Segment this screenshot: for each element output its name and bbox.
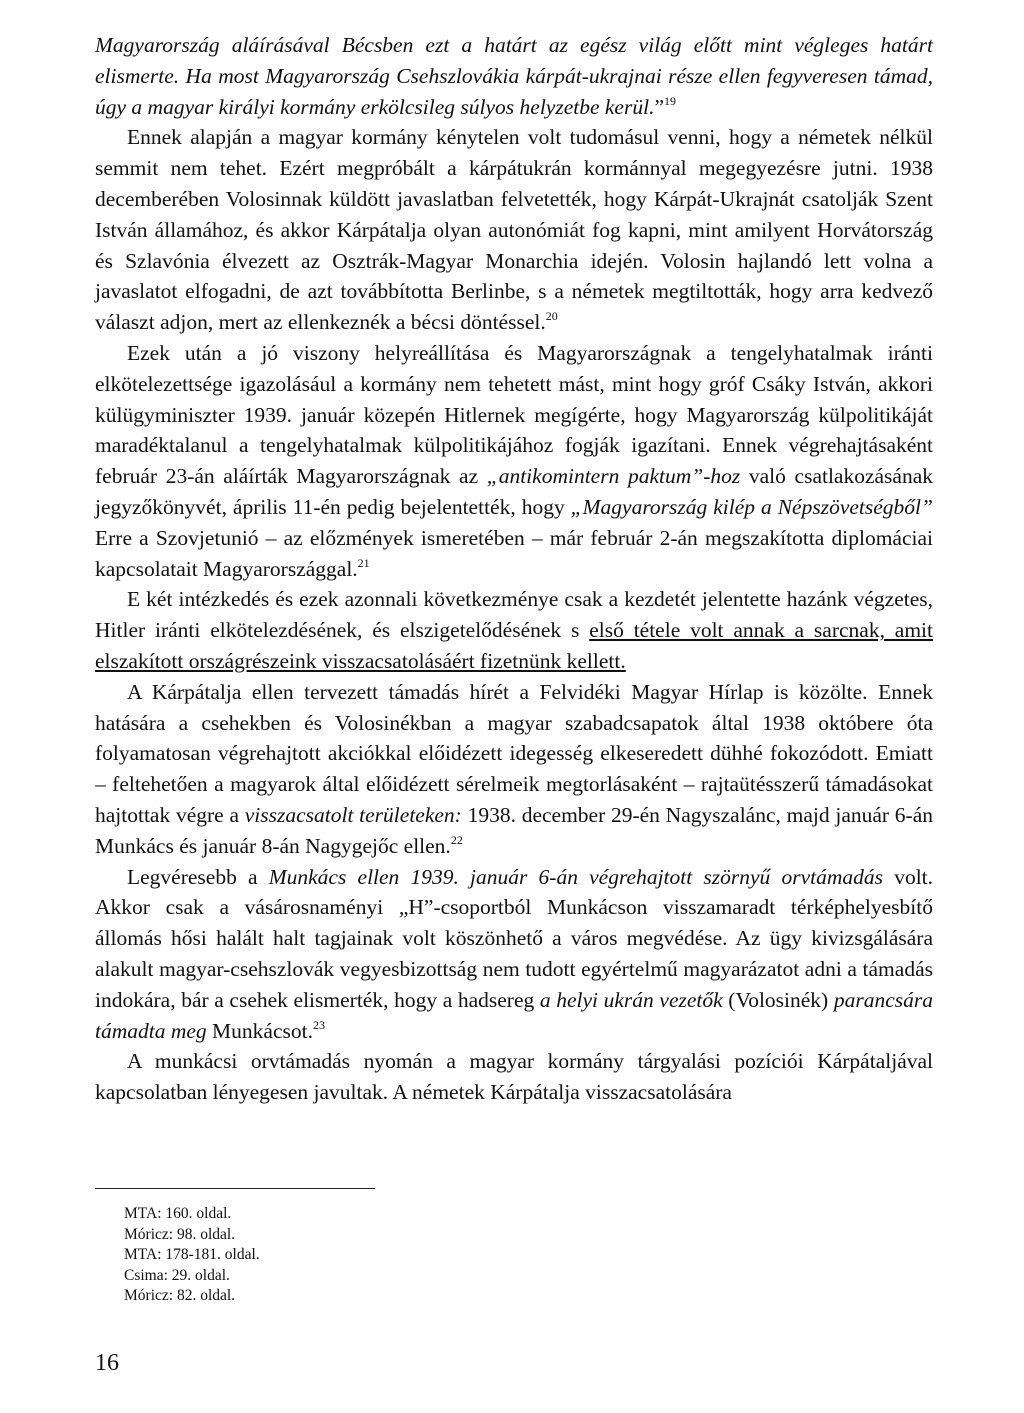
- italic-text: Munkács ellen 1939. január 6-án végrehajtott szörnyű orvtámadás: [268, 864, 884, 889]
- paragraph: [95, 584, 933, 676]
- footnote-ref: 23: [312, 1017, 325, 1032]
- text-run: A Kárpátalja ellen tervezett támadás hírét a Felvidéki Magyar Hírlap is közölte. Ennek hatására a csehekben és Volosinékban a magyar szabadcsapatok által 1938 októbere óta folyamatosan végrehajtott akciókkal előidézett idegesség elkeseredett dühhé fokozódott. Emiatt – feltehetően a magyarok által előidézett sérelmeik megtorlásaként – rajtaütésszerű támadásokat hajtottak végre a: [95, 679, 933, 827]
- italic-text: parancsára támadta meg: [95, 987, 933, 1043]
- footnote: Móricz: 98. oldal.: [124, 1225, 236, 1243]
- footnote: MTA: 178-181. oldal.: [124, 1246, 260, 1263]
- text-run: Ennek alapján a magyar kormány kénytelen volt tudomásul venni, hogy a németek nélkül semmit nem tehet. Ezért megpróbált a kárpátukrán kormánnyal megegyezésre jutni. 1938 decemberében Volosinnak küldött javaslatban felvetették, hogy Kárpát-Ukrajnát csatolják Szent István államához, és akkor Kárpátalja olyan autonómiát fog kapni, mint amilyent Horvátország és Szlavónia élvezett az Osztrák-Magyar Monarchia idején. Volosin hajlandó lett volna a javaslatot elfogadni, de azt továbbította Berlinbe, s a németek megtiltották, hogy arra kedvező választ adjon, mert az ellenkeznék a bécsi döntéssel.: [95, 125, 933, 335]
- footnote-ref: 21: [357, 555, 370, 570]
- text-run: Ezek után a jó viszony helyreállítása és Magyarországnak a tengelyhatalmak iránti elkötelezettsége igazolásául a kormány nem tehetett mást, mint hogy gróf Csáky István, akkori külügyminiszter 1939. január közepén Hitlernek megígérte, hogy Magyarország külpolitikáját maradéktalanul a tengelyhatalmak külpolitikájához fogják igazítani. Ennek végrehajtásaként február 23-án aláírták Magyarországnak az: [95, 340, 933, 489]
- text-run: Legvéresebb a: [127, 864, 269, 889]
- text-run: E két intézkedés és ezek azonnali következménye csak a kezdetét jelentette hazánk végzetes, Hitler iránti elkötelezdésének, és elszigetelődésének s: [95, 587, 933, 643]
- text-run: 1938. december 29-én Nagyszalánc, majd január 6-án Munkács és január 8-án Nagygejőc ellen.: [95, 802, 934, 858]
- footnote: MTA: 160. oldal.: [124, 1205, 232, 1222]
- footnote-divider: [95, 1188, 375, 1189]
- paragraph: [95, 1046, 933, 1108]
- underlined-text: első tétele volt annak a sarcnak, amit elszakított országrészeink visszacsatolásáért fizetnünk kellett.: [95, 618, 933, 673]
- footnote-ref: 19: [664, 93, 676, 108]
- text-run: volt. Akkor csak a vásárosnaményi „H”-csoportból Munkácson visszamaradt térképhelyesbítő állomás hősi halált halt tagjainak volt köszönhető a város megvédése. Az ügy kivizsgálására alakult magyar-csehszlovák vegyesbizottság nem tudott egyértelmű magyarázatot adni a támadás indokára, bár a csehek elismerték, hogy a hadsereg: [95, 864, 934, 1012]
- italic-text: Magyarország aláírásával Bécsben ezt a határt az egész világ előtt mint végleges határt elismerte. Ha most Magyarország Csehszlovákia kárpát-ukrajnai része ellen fegyveresen támad, úgy a magyar királyi kormány erkölcsileg súlyos helyzetbe kerül.: [95, 33, 933, 119]
- text-run: Munkácsot.: [206, 1018, 313, 1043]
- footnote-ref: 22: [450, 832, 463, 847]
- footnotes: [124, 1204, 260, 1307]
- footnote: Csima: 29. oldal.: [124, 1266, 230, 1284]
- footnote-ref: 20: [545, 309, 558, 324]
- paragraph: [95, 30, 933, 122]
- italic-text: „Magyarország kilép a Népszövetségből”: [570, 494, 933, 519]
- italic-text: „antikomintern paktum”-hoz: [486, 464, 741, 489]
- italic-text: visszacsatolt területeken:: [244, 802, 462, 827]
- text-run: való csatlakozásának jegyzőkönyvét, április 11-én pedig bejelentették, hogy: [95, 464, 934, 519]
- text-run: A munkácsi orvtámadás nyomán a magyar kormány tárgyalási pozíciói Kárpátaljával kapcsolatban lényegesen javultak. A németek Kárpátalja visszacsatolására: [95, 1049, 933, 1105]
- text-run: Erre a Szovjetunió – az előzmények ismeretében – már február 2-án megszakította diplomáciai kapcsolatait Magyarországgal.: [95, 525, 933, 581]
- body-text: [95, 30, 933, 1108]
- paragraph: [95, 677, 933, 862]
- paragraph: [95, 862, 933, 1047]
- italic-text: a helyi ukrán vezetők: [539, 987, 723, 1012]
- paragraph: [95, 122, 933, 338]
- paragraph: [95, 338, 933, 584]
- text-run: (Volosinék): [722, 987, 834, 1012]
- text-run: ”: [654, 94, 664, 119]
- footnote: Móricz: 82. oldal.: [124, 1287, 236, 1304]
- page-number: 16: [95, 1350, 119, 1376]
